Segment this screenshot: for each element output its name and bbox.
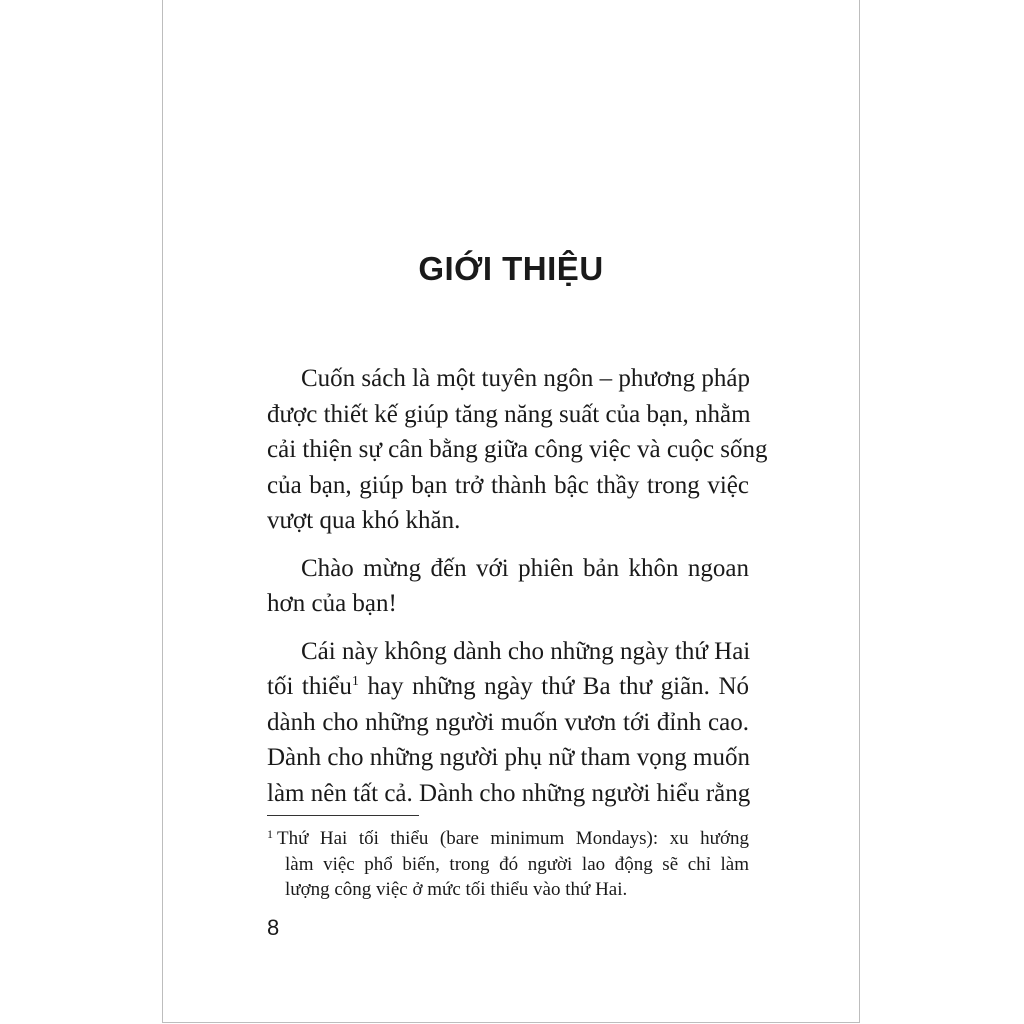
text-line: Chào mừng đến với phiên bản khôn ngoan: [301, 554, 749, 582]
text-line: dành cho những người muốn vươn tới đỉnh cao.: [267, 708, 749, 736]
paragraph-3: [267, 634, 749, 812]
text-line: hơn của bạn!: [267, 590, 397, 617]
text-line: vượt qua khó khăn.: [267, 507, 461, 534]
footnote-line: lượng công việc ở mức tối thiểu vào thứ Hai.: [285, 879, 628, 900]
footnote-mark: 1: [267, 827, 273, 841]
text-line: cải thiện sự cân bằng giữa công việc và cuộc sống: [267, 436, 768, 463]
text-line: Dành cho những người phụ nữ tham vọng muốn: [267, 744, 750, 771]
footnote: [267, 826, 749, 903]
paragraph-2: [267, 551, 749, 622]
footnote-reference: 1: [351, 674, 359, 689]
book-page: [162, 0, 860, 1023]
chapter-title: GIỚI THIỆU: [418, 250, 604, 287]
text-line: Cuốn sách là một tuyên ngôn – phương pháp: [301, 365, 750, 392]
text-line: được thiết kế giúp tăng năng suất của bạn, nhằm: [267, 400, 751, 428]
text-line: của bạn, giúp bạn trở thành bậc thầy trong việc: [267, 471, 749, 499]
text-line: làm nên tất cả. Dành cho những người hiểu rằng: [267, 779, 751, 807]
text-line: [267, 669, 749, 705]
text-fragment: hay những ngày thứ Ba thư giãn. Nó: [367, 673, 749, 700]
body-text: [267, 361, 768, 823]
footnote-divider: [267, 815, 419, 816]
text-line: Cái này không dành cho những ngày thứ Hai: [301, 637, 751, 665]
page-number: 8: [267, 915, 280, 940]
text-fragment: tối thiểu: [267, 673, 352, 700]
paragraph-1: [267, 361, 768, 539]
footnote-line: làm việc phổ biến, trong đó người lao động sẽ chỉ làm: [285, 853, 749, 875]
footnote-line: [267, 826, 749, 852]
footnote-text: Thứ Hai tối thiểu (bare minimum Mondays): xu hướng: [277, 828, 749, 849]
